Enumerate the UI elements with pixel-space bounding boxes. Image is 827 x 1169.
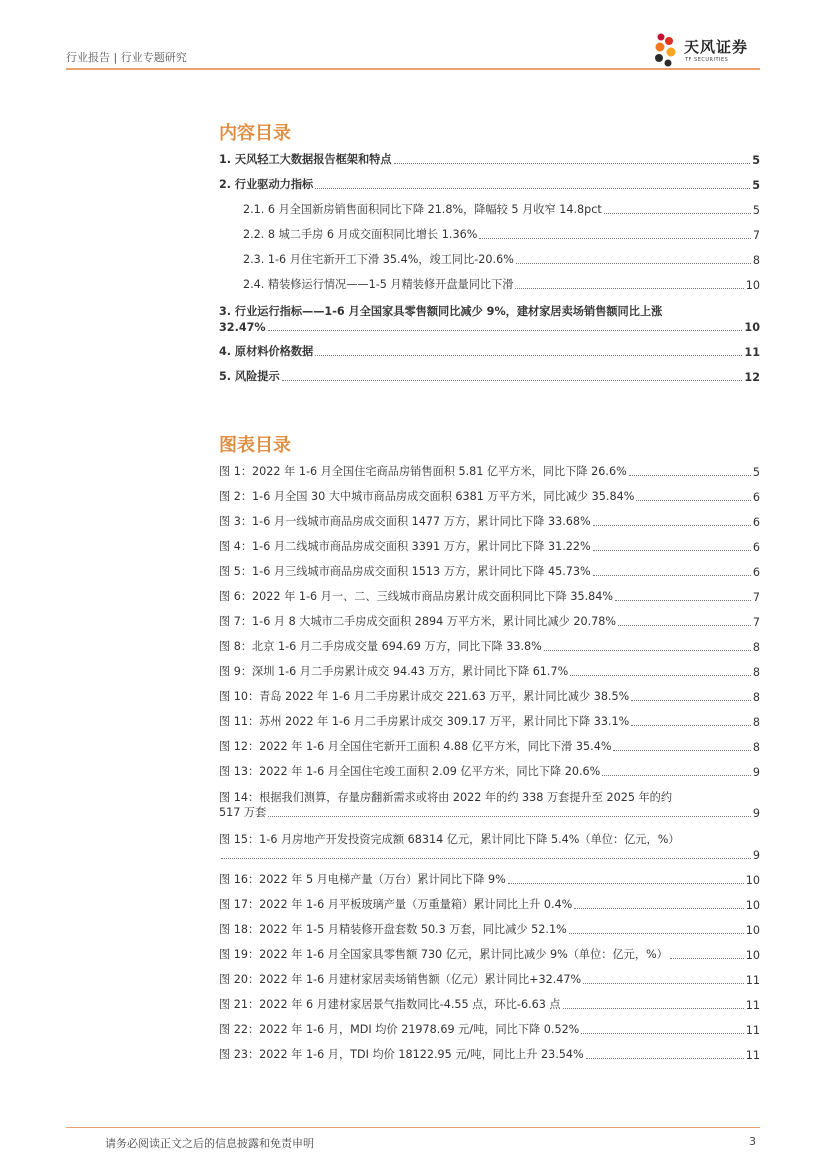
logo-name-en: TF SECURITIES xyxy=(685,57,729,63)
figure-item[interactable]: 图 20：2022 年 1-6 月建材家居卖场销售额（亿元）累计同比+32.47% 11 xyxy=(219,973,760,987)
figure-item[interactable]: 图 1：2022 年 1-6 月全国住宅商品房销售面积 5.81 亿平方米，同比下降 26.6% 5 xyxy=(219,465,760,479)
toc-subitem[interactable]: 2.2. 8 城二手房 6 月成交面积同比增长 1.36% 7 xyxy=(243,228,760,242)
figure-item[interactable]: 图 13：2022 年 1-6 月全国住宅竣工面积 2.09 亿平方米，同比下降 20.6% 9 xyxy=(219,765,760,779)
figure-item[interactable]: 图 21：2022 年 6 月建材家居景气指数同比-4.55 点，环比-6.63 点 11 xyxy=(219,998,760,1012)
footer-disclaimer: 请务必阅读正文之后的信息披露和免责申明 xyxy=(105,1137,314,1150)
figure-item[interactable]: 图 23：2022 年 1-6 月，TDI 均价 18122.95 元/吨，同比上升 23.54% 11 xyxy=(219,1048,760,1062)
report-header: 行业报告 | 行业专题研究 xyxy=(66,51,187,64)
figure-item[interactable]: 图 4：1-6 月二线城市商品房成交面积 3391 万方，累计同比下降 31.22% 6 xyxy=(219,540,760,554)
figure-item[interactable]: 图 8：北京 1-6 月二手房成交量 694.69 万方，同比下降 33.8% 8 xyxy=(219,640,760,654)
logo-name-cn: 天风证券 xyxy=(684,38,749,56)
figures-title: 图表目录 xyxy=(219,435,291,456)
page-number: 3 xyxy=(749,1135,756,1148)
figure-item[interactable]: 图 5：1-6 月三线城市商品房成交面积 1513 万方，累计同比下降 45.73% 6 xyxy=(219,565,760,579)
figure-item[interactable]: 图 10：青岛 2022 年 1-6 月二手房累计成交 221.63 万平，累计同比减少 38.5% 8 xyxy=(219,690,760,704)
figure-item-line1[interactable]: 图 15：1-6 月房地产开发投资完成额 68314 亿元，累计同比下降 5.4%（单位：亿元，%） xyxy=(219,833,680,846)
figure-item[interactable]: 图 12：2022 年 1-6 月全国住宅新开工面积 4.88 亿平方米，同比下滑 35.4% 8 xyxy=(219,740,760,754)
logo-flower-icon xyxy=(652,30,682,70)
footer-divider xyxy=(66,1127,760,1128)
figure-item[interactable]: 9 xyxy=(219,846,760,862)
figure-item[interactable]: 图 22：2022 年 1-6 月，MDI 均价 21978.69 元/吨，同比下降 0.52% 11 xyxy=(219,1023,760,1037)
figure-item[interactable]: 图 6：2022 年 1-6 月一、二、三线城市商品房累计成交面积同比下降 35.84% 7 xyxy=(219,590,760,604)
figure-item[interactable]: 图 2：1-6 月全国 30 大中城市商品房成交面积 6381 万平方米，同比减少 35.84% 6 xyxy=(219,490,760,504)
toc-subitem[interactable]: 2.1. 6 月全国新房销售面积同比下降 21.8%，降幅较 5 月收窄 14.8pct 5 xyxy=(243,203,760,217)
figure-item[interactable]: 517 万套 9 xyxy=(219,806,760,820)
figure-item[interactable]: 图 19：2022 年 1-6 月全国家具零售额 730 亿元，累计同比减少 9%（单位：亿元，%） 10 xyxy=(219,948,760,962)
figure-item[interactable]: 图 11：苏州 2022 年 1-6 月二手房累计成交 309.17 万平，累计同比下降 33.1% 8 xyxy=(219,715,760,729)
figure-item-line1[interactable]: 图 14：根据我们测算，存量房翻新需求或将由 2022 年的约 338 万套提升至 2025 年的约 xyxy=(219,791,673,804)
company-logo xyxy=(652,30,762,70)
figure-item[interactable]: 图 16：2022 年 5 月电梯产量（万台）累计同比下降 9% 10 xyxy=(219,873,760,887)
figure-item[interactable]: 图 9：深圳 1-6 月二手房累计成交 94.43 万方，累计同比下降 61.7% 8 xyxy=(219,665,760,679)
toc-item[interactable]: 1. 天风轻工大数据报告框架和特点 5 xyxy=(219,153,760,167)
figure-item[interactable]: 图 17：2022 年 1-6 月平板玻璃产量（万重量箱）累计同比上升 0.4% 10 xyxy=(219,898,760,912)
toc-item-line1[interactable]: 3. 行业运行指标——1-6 月全国家具零售额同比减少 9%，建材家居卖场销售额同比上涨 xyxy=(219,305,663,318)
figure-item[interactable]: 图 3：1-6 月一线城市商品房成交面积 1477 万方，累计同比下降 33.68% 6 xyxy=(219,515,760,529)
toc-subitem[interactable]: 2.4. 精装修运行情况——1-5 月精装修开盘量同比下滑 10 xyxy=(243,278,760,292)
toc-item[interactable]: 32.47% 10 xyxy=(219,321,760,334)
toc-item[interactable]: 4. 原材料价格数据 11 xyxy=(219,345,760,359)
toc-item[interactable]: 5. 风险提示 12 xyxy=(219,370,760,384)
figure-item[interactable]: 图 18：2022 年 1-5 月精装修开盘套数 50.3 万套，同比减少 52.1% 10 xyxy=(219,923,760,937)
toc-title: 内容目录 xyxy=(219,123,291,144)
toc-subitem[interactable]: 2.3. 1-6 月住宅新开工下滑 35.4%，竣工同比-20.6% 8 xyxy=(243,253,760,267)
figure-item[interactable]: 图 7：1-6 月 8 大城市二手房成交面积 2894 万平方米，累计同比减少 20.78% 7 xyxy=(219,615,760,629)
toc-item[interactable]: 2. 行业驱动力指标 5 xyxy=(219,178,760,192)
